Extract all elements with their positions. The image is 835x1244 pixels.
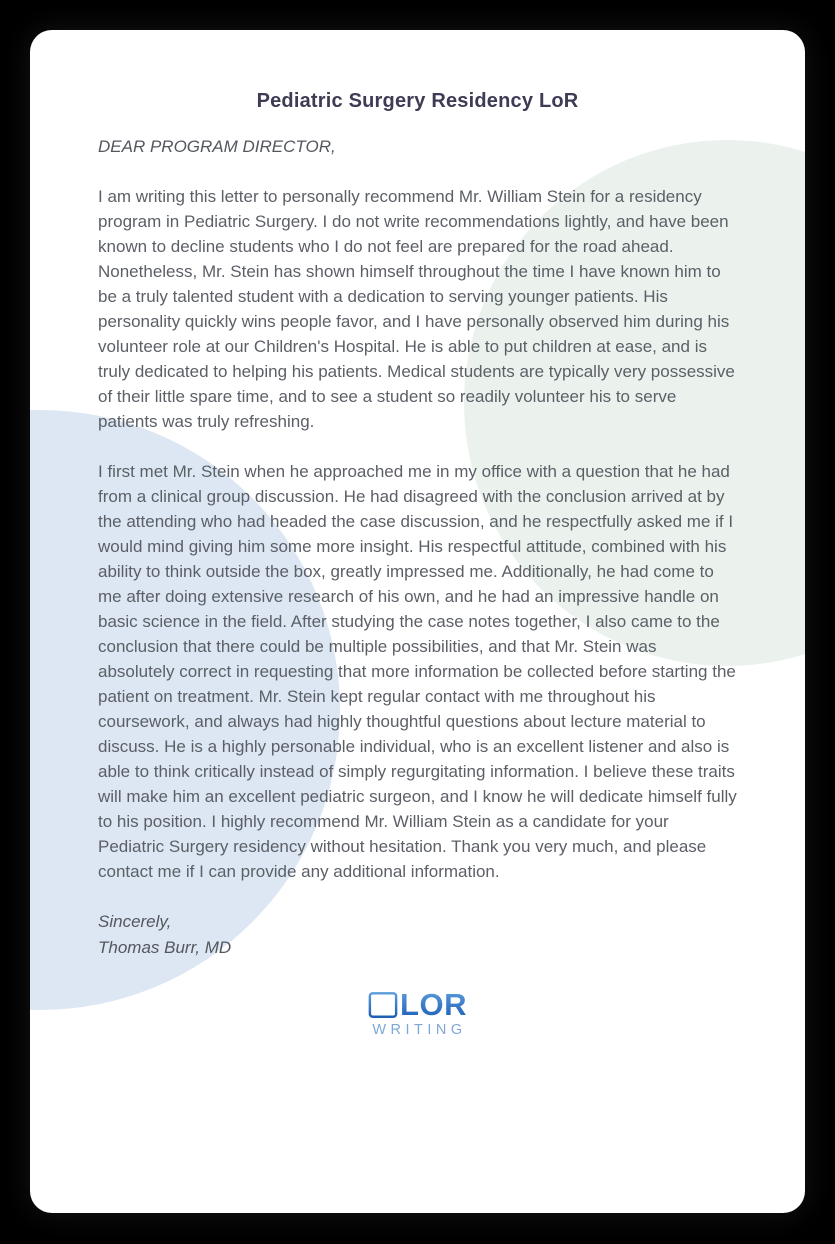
lorwriting-logo <box>98 987 737 1038</box>
letter-paragraph-2: I first met Mr. Stein when he approached me in my office with a question that he had from a clinical group discussion. He had disagreed with the conclusion arrived at by the attending who had headed the case discussion, and he respectfully asked me if I would mind giving him some more insight. His respectful attitude, combined with his ability to think outside the box, greatly impressed me. Additionally, he had come to me after doing extensive research of his own, and he had an impressive handle on basic science in the field. After studying the case notes together, I also came to the conclusion that there could be multiple possibilities, and that Mr. Stein was absolutely correct in requesting that more information be collected before starting the patient on treatment. Mr. Stein kept regular contact with me throughout his coursework, and always had highly thoughtful questions about lecture material to discuss. He is a highly personable individual, who is an excellent listener and also is able to think critically instead of simply regurgitating information. I believe these traits will make him an excellent pediatric surgeon, and I know he will dedicate himself fully to his position. I highly recommend Mr. William Stein as a candidate for your Pediatric Surgery residency without hesitation. Thank you very much, and please contact me if I can provide any additional information. <box>98 462 737 881</box>
letter-paragraph-1: I am writing this letter to personally recommend Mr. William Stein for a residency program in Pediatric Surgery. I do not write recommendations lightly, and have been known to decline students who I do not feel are prepared for the road ahead. Nonetheless, Mr. Stein has shown himself throughout the time I have known him to be a truly talented student with a dedication to serving younger patients. His personality quickly wins people favor, and I have personally observed him during his volunteer role at our Children's Hospital. He is able to put children at ease, and is truly dedicated to helping his patients. Medical students are typically very possessive of their little spare time, and to see a student so readily volunteer his to serve patients was truly refreshing. <box>98 187 735 431</box>
letter-page <box>30 30 805 1213</box>
letter-content <box>30 30 805 1038</box>
signature-name: Thomas Burr, MD <box>98 938 232 957</box>
document-icon <box>368 990 398 1020</box>
logo-subtitle: WRITING <box>372 1022 467 1038</box>
salutation: DEAR PROGRAM DIRECTOR, <box>98 137 336 156</box>
signature-block <box>98 909 737 961</box>
logo-wordmark: LOR <box>400 987 467 1022</box>
closing-line: Sincerely, <box>98 912 172 931</box>
letter-title: Pediatric Surgery Residency LoR <box>256 90 579 112</box>
logo-row <box>368 987 467 1022</box>
